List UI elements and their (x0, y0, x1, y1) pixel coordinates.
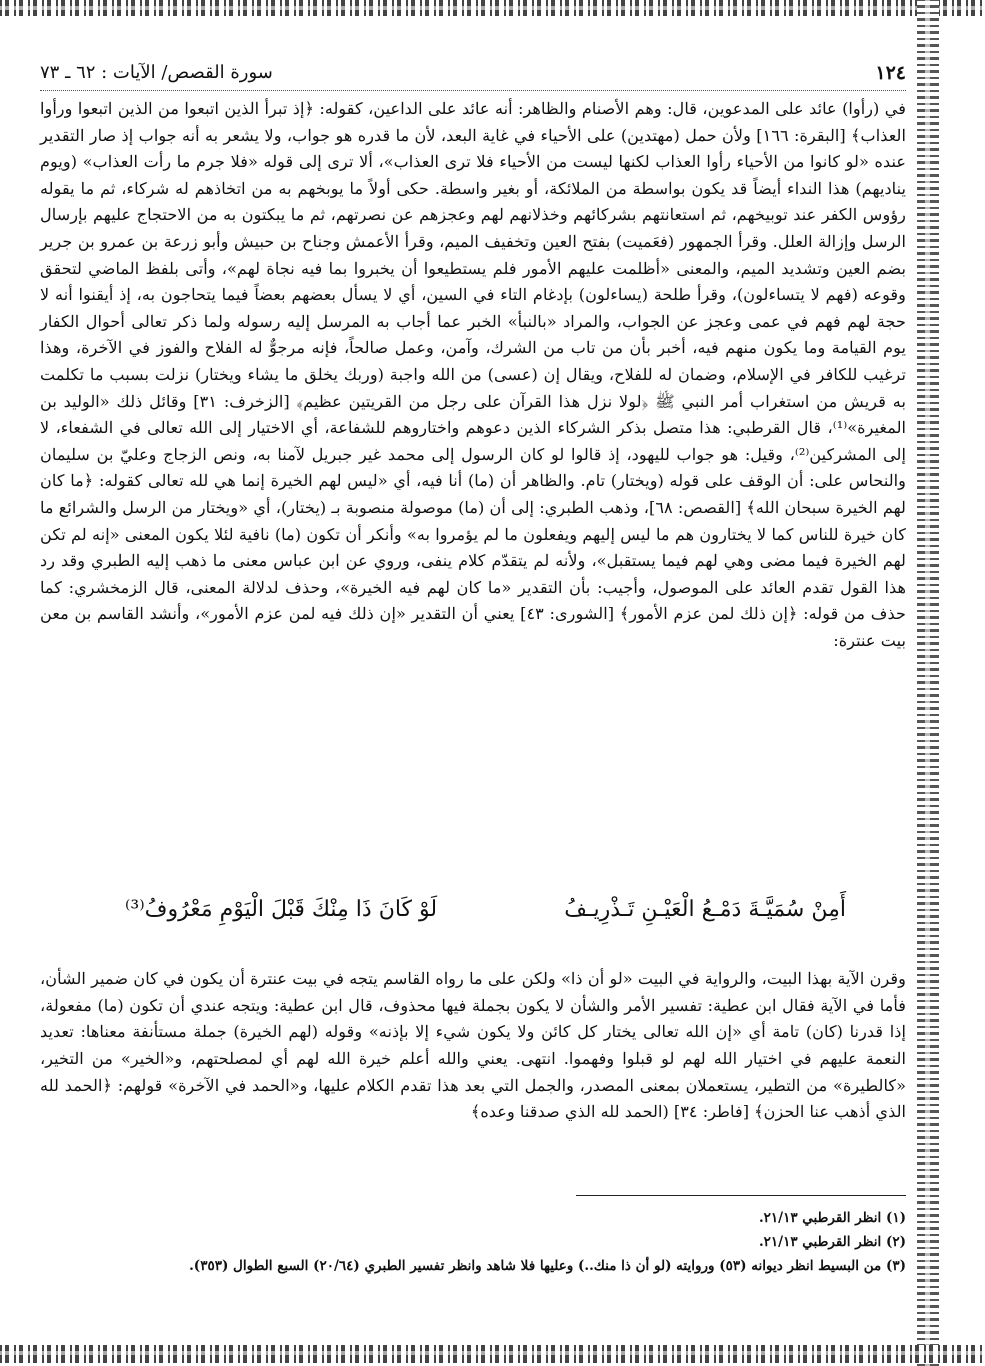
bottom-ornamental-border (0, 1345, 985, 1363)
page-number: ١٢٤ (875, 62, 906, 84)
footnote-2: (٢) انظر القرطبي ٢١/١٣. (758, 1234, 906, 1250)
running-title: سورة القصص/ الآيات : ٦٢ ـ ٧٣ (40, 62, 273, 83)
poetry-verse (40, 897, 906, 937)
verse-first-hemistich: أَمِنْ سُمَيَّـةَ دَمْـعُ الْعَيْـنِ تَـذْرِيـفُ (564, 897, 846, 922)
main-text-continued (40, 950, 906, 1142)
top-ornamental-border (0, 0, 985, 16)
page-header (40, 62, 906, 92)
main-text (40, 96, 906, 654)
verse-second-hemistich: لَوْ كَانَ ذَا مِنْكَ قَبْلَ الْيَوْمِ مَعْرُوفُ⁽³⁾ (125, 897, 438, 922)
body-paragraph: في (رأوا) عائد على المدعوين، قال: وهم الأصنام والظاهر: أنه عائد على الداعين، كقوله: ﴿إذ تبرأ الذين اتبعوا من الذين اتبعوا ورأوا العذاب﴾ [البقرة: ١٦٦] ولأن حمل (مهتدين) على الأحياء في غاية البعد، لأن ما قدره هو جواب، ولا يشعر به أنه جواب إذ صار التقدير عنده «لو كانوا من الأحياء رأوا العذاب لكنها ليست من الأحياء فلا ترى العذاب»، ألا ترى إلى قوله «فلا جرم ما رأت العذاب» (ويوم يناديهم) هذا النداء أيضاً قد يكون بواسطة من الملائكة، أو بغير واسطة. حكى أولاً ما يوبخهم به من اتخاذهم له شركاء، ثم ما يقوله رؤوس الكفر عند توبيخهم، ثم استعانتهم بشركائهم وخذلانهم لهم وعجزهم عن نصرتهم، ثم ما يبكتون به من الاحتجاج عليهم بإرسال الرسل وإزالة العلل. وقرأ الجمهور (فعَميت) بفتح العين وتخفيف الميم، وقرأ الأعمش وجناح بن حبيش وأبو زرعة بن عمرو بن جرير بضم العين وتشديد الميم، والمعنى «أظلمت عليهم الأمور فلم يستطيعوا أن يخبروا بما فيه نجاة لهم»، وأتى بلفظ الماضي لتحقق وقوعه (فهم لا يتساءلون)، وقرأ طلحة (يساءلون) بإدغام التاء في السين، أي لا يسأل بعضهم بعضاً فيما يتحاجون به، إذ أيقنوا أنه لا حجة لهم فهم في عمى وعجز عن الجواب، والمراد «بالنبأ» الخبر عما أجاب به المرسل إليه رسوله ولما ذكر تعالى أحوال الكفار يوم القيامة وما يكون منهم فيه، أخبر بأن من تاب من الشرك، وآمن، وعمل صالحاً، فإنه مرجوٌّ له الفلاح والفوز في الآخرة، وهذا ترغيب للكافر في الإسلام، وضمان له للفلاح، ويقال إن (عسى) من الله واجبة (وربك يخلق ما يشاء ويختار) نزلت بسبب ما تكلمت به قريش من استغراب أمر النبي ﷺ ﴿لولا نزل هذا القرآن على رجل من القريتين عظيم﴾ [الزخرف: ٣١] وقائل ذلك «الوليد بن المغيرة»⁽¹⁾، قال القرطبي: هذا متصل بذكر الشركاء الذين دعوهم واختاروهم للشفاعة، أي الاختيار إلى الله تعالى في الشفعاء، لا إلى المشركين⁽²⁾، وقيل: هو جواب لليهود، إذ قالوا لو كان الرسول إلى محمد غير جبريل لآمنا به، ونص الزجاج وعليّ بن سليمان والنحاس على: أن الوقف على قوله (ويختار) تام. والظاهر أن (ما) أنا فيه، أي «ليس لهم الخيرة إنما هي لله تعالى كقوله: ﴿ما كان لهم الخيرة سبحان الله﴾ [القصص: ٦٨]، وذهب الطبري: إلى أن (ما) موصولة منصوبة بـ (يختار)، أي «ويختار من الرسل والشرائع ما كان خيرة للناس كما لا يختارون هم ما ليس إليهم ويفعلون ما لم يؤمروا به» وأنكر أن تكون (ما) نافية لئلا يكون المعنى «إنه لم تكن لهم الخيرة فيما مضى وهي لهم فيما يستقبل»، ولأنه لم يتقدّم كلام ينفى، وروي عن ابن عباس معنى ما ذهب إليه الطبري وقد رد هذا القول تقدم العائد على الموصول، وأجيب: بأن التقدير «ما كان لهم فيه الخيرة»، وحذف لدلالة المعنى، قال الزمخشري: كما حذف من قوله: ﴿إن ذلك لمن عزم الأمور﴾ [الشورى: ٤٣] يعني أن التقدير «إن ذلك فيه لمن عزم الأمور»، وأنشد القاسم بن معن بيت عنترة: (40, 99, 906, 650)
footnote-1: (١) انظر القرطبي ٢١/١٣. (758, 1210, 906, 1226)
footnote-divider (576, 1195, 906, 1196)
side-ornamental-border (917, 0, 939, 1366)
footnote-3: (٣) من البسيط انظر ديوانه (٥٣) وروايته (لو أن ذا منك..) وعليها فلا شاهد وانظر تفسير الطبري (٢٠/٦٤) السبع الطوال (٣٥٣). (189, 1258, 906, 1274)
book-page (40, 20, 906, 1342)
footnotes (40, 1206, 906, 1278)
header-divider (40, 90, 906, 91)
body-paragraph-2: وقرن الآية بهذا البيت، والرواية في البيت «لو أن ذا» ولكن على ما رواه القاسم يتجه في بيت عنترة أن يكون في كان ضمير الشأن، فأما في الآية فقال ابن عطية: تفسير الأمر والشأن لا يكون بجملة فيها محذوف، قال ابن عطية: ويتجه عندي أن تكون (ما) مفعولة، إذا قدرنا (كان) تامة أي «إن الله تعالى يختار كل كائن ولا يكون شيء إلا بإذنه» وقوله (لهم الخيرة) جملة مستأنفة معناها: تعديد النعمة عليهم في اختيار الله لهم لو قبلوا وفهموا. انتهى. يعني والله أعلم خيرة الله لهم أي لمصلحتهم، و«الخير» من التخير، «كالطيرة» من التطير، يستعملان بمعنى المصدر، والجمل التي بعد هذا تقدم الكلام عليها، و«الحمد في الآخرة» قولهم: ﴿الحمد لله الذي أذهب عنا الحزن﴾ [فاطر: ٣٤] (الحمد لله الذي صدقنا وعده﴾ (40, 969, 906, 1122)
